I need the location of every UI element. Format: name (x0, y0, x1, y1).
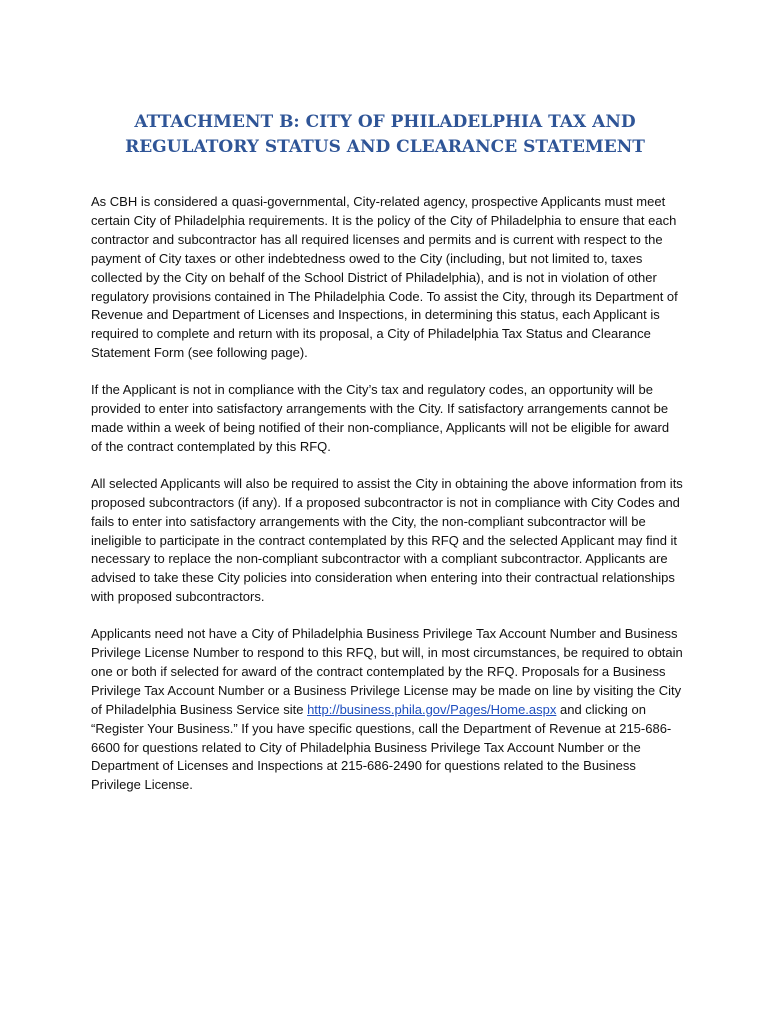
paragraph-compliance: If the Applicant is not in compliance with the City’s tax and regulatory codes, an opportunity will be provided to enter into satisfactory arrangements with the City. If satisfactory arrangements cannot be made within a week of being notified of their non-compliance, Applicants will not be eligible for award of the contract contemplated by this RFQ. (91, 382, 670, 454)
document-title (60, 110, 710, 160)
paragraph-subcontractors: All selected Applicants will also be required to assist the City in obtaining the above information from its proposed subcontractors (if any). If a proposed subcontractor is not in compliance with City Codes and fails to enter into satisfactory arrangements with the City, the non-compliant subcontractor will be ineligible to participate in the contract contemplated by this RFQ and the selected Applicant may find it necessary to replace the non-compliant subcontractor with a compliant subcontractor. Applicants are advised to take these City policies into consideration when entering into their contractual relationships with proposed subcontractors. (91, 475, 683, 605)
paragraph-business-privilege-text-a: Applicants need not have a City of Philadelphia Business Privilege Tax Account Number and Business Privilege License Number to respond to this RFQ, but will, in most circumstances, be required to obtain one or both if selected for award of the contract contemplated by the RFQ. Proposals for a Business Privilege Tax Account Number or a Business Privilege License may be made on line by visiting the City of Philadelphia Business Service site (91, 626, 683, 717)
title-line-2: REGULATORY STATUS AND CLEARANCE STATEMENT (125, 137, 645, 157)
paragraph-intro: As CBH is considered a quasi-governmental, City-related agency, prospective Applicants must meet certain City of Philadelphia requirements. It is the policy of the City of Philadelphia to ensure that each contractor and subcontractor has all required licenses and permits and is current with respect to the payment of City taxes or other indebtedness owed to the City (including, but not limited to, taxes collected by the City on behalf of the School District of Philadelphia), and is not in violation of other regulatory provisions contained in The Philadelphia Code. To assist the City, through its Department of Revenue and Department of Licenses and Inspections, in determining this status, each Applicant is required to complete and return with its proposal, a City of Philadelphia Tax Status and Clearance Statement Form (see following page). (91, 194, 678, 361)
business-service-link[interactable]: http://business.phila.gov/Pages/Home.aspx (307, 701, 557, 717)
title-line-1: ATTACHMENT B: CITY OF PHILADELPHIA TAX AND (134, 112, 636, 132)
paragraph-business-privilege (91, 625, 683, 795)
paragraph-business-privilege-text-b: and clicking on “Register Your Business.” If you have specific questions, call the Department of Revenue at 215-686-6600 for questions related to City of Philadelphia Business Privilege Tax Account Number or the Department of Licenses and Inspections at 215-686-2490 for questions related to the Business Privilege License. (91, 701, 672, 793)
document-body (91, 193, 683, 813)
